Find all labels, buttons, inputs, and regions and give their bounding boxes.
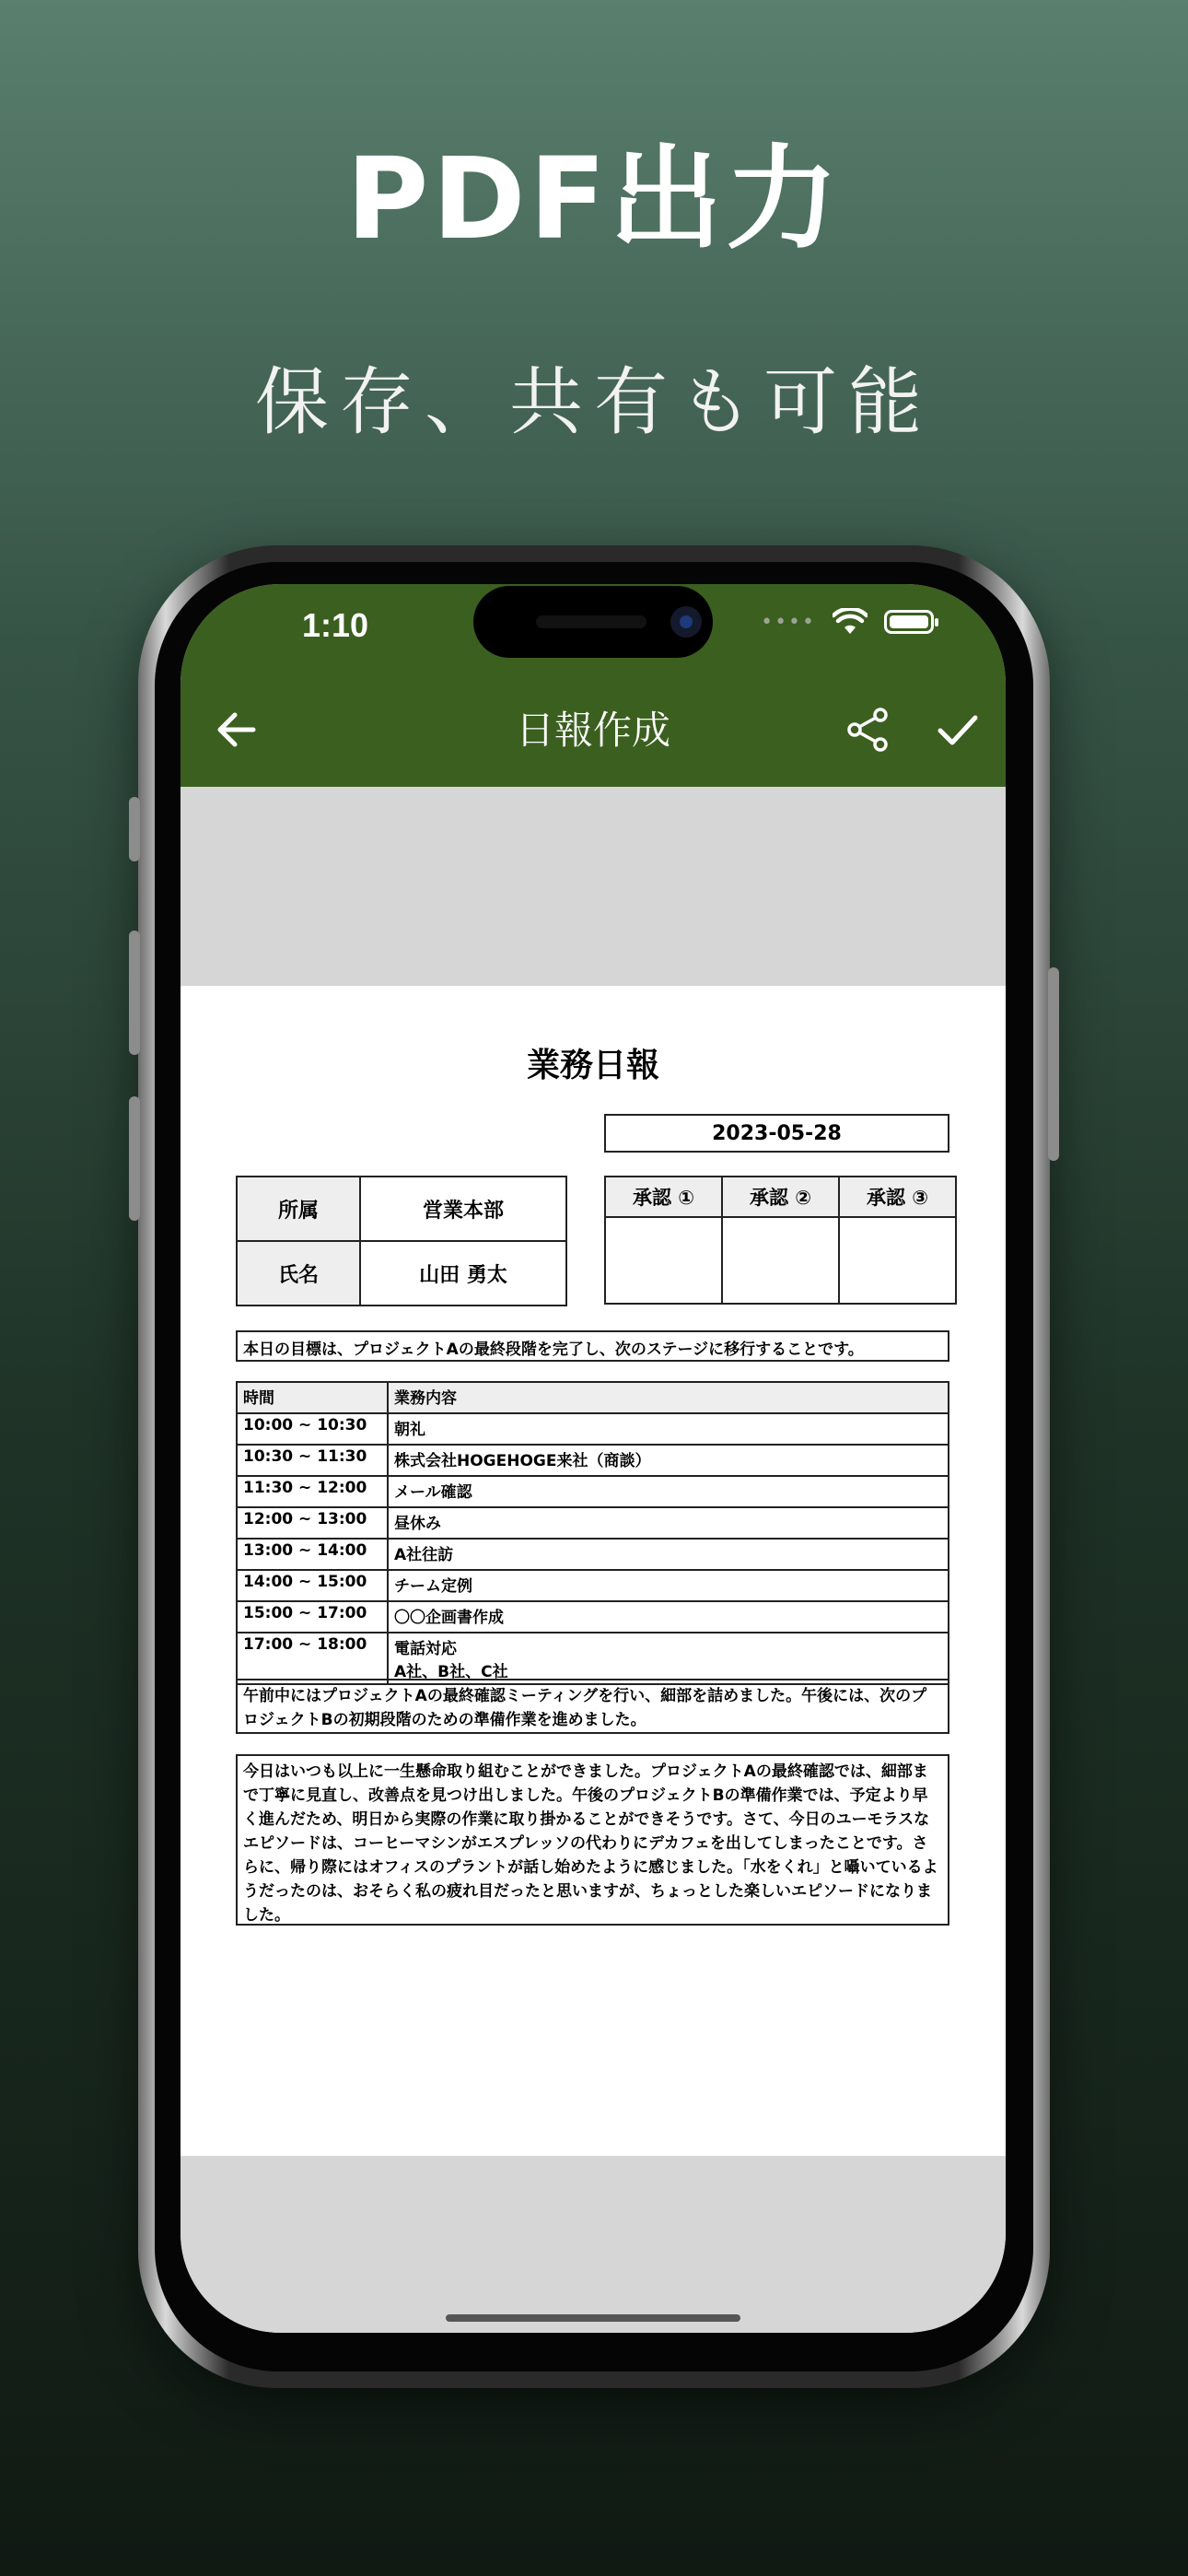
- table-row: [237, 1601, 949, 1633]
- schedule-task-line2: A社、B社、C社: [394, 1663, 508, 1681]
- dept-value: 営業本部: [360, 1177, 566, 1241]
- approval-header: 承認 ②: [722, 1177, 839, 1217]
- schedule-header-task: 業務内容: [388, 1382, 949, 1413]
- signal-icon: ••••: [761, 610, 816, 634]
- home-indicator[interactable]: [446, 2314, 740, 2322]
- schedule-task: 株式会社HOGEHOGE来社（商談）: [388, 1445, 949, 1476]
- approval-stamp-cell: [605, 1217, 722, 1304]
- schedule-time: 12:00 ~ 13:00: [237, 1507, 388, 1539]
- status-icons: [761, 608, 934, 636]
- schedule-task: 〇〇企画書作成: [388, 1601, 949, 1633]
- table-row: [237, 1507, 949, 1539]
- schedule-time: 14:00 ~ 15:00: [237, 1570, 388, 1601]
- schedule-task-line1: 電話対応: [394, 1640, 457, 1658]
- schedule-header-time: 時間: [237, 1382, 388, 1413]
- approval-stamp-cell: [722, 1217, 839, 1304]
- daily-goal: 本日の目標は、プロジェクトAの最終段階を完了し、次のステージに移行することです。: [236, 1330, 949, 1362]
- schedule-table: [236, 1381, 949, 1685]
- schedule-time: 17:00 ~ 18:00: [237, 1633, 388, 1684]
- schedule-time: 11:30 ~ 12:00: [237, 1476, 388, 1507]
- approval-header: 承認 ③: [839, 1177, 956, 1217]
- dept-label: 所属: [237, 1177, 360, 1241]
- schedule-time: 10:00 ~ 10:30: [237, 1413, 388, 1445]
- schedule-task: メール確認: [388, 1476, 949, 1507]
- approval-header: 承認 ①: [605, 1177, 722, 1217]
- name-label: 氏名: [237, 1241, 360, 1306]
- schedule-task: A社往訪: [388, 1539, 949, 1570]
- confirm-button[interactable]: [930, 702, 985, 757]
- schedule-time: 15:00 ~ 17:00: [237, 1601, 388, 1633]
- report-title: 業務日報: [526, 1047, 659, 1084]
- camera-icon: [670, 606, 702, 638]
- table-row: [237, 1633, 949, 1684]
- phone-screen: [181, 584, 1006, 2333]
- status-time: 1:10: [302, 606, 369, 644]
- phone-side-button: [129, 797, 140, 861]
- schedule-task: 昼休み: [388, 1507, 949, 1539]
- schedule-time: 13:00 ~ 14:00: [237, 1539, 388, 1570]
- info-table: [236, 1176, 567, 1306]
- table-row: [237, 1539, 949, 1570]
- battery-icon: [884, 610, 934, 634]
- pdf-viewer-background-bottom: [181, 2156, 1006, 2333]
- reflection-notes: 今日はいつも以上に一生懸命取り組むことができました。プロジェクトAの最終確認では、細部まで丁寧に見直し、改善点を見つけ出しました。午後のプロジェクトBの準備作業では、予定より早く進んだため、明日から実際の作業に取り掛かることができそうです。さて、今日のユーモラスなエピソードは、コーヒーマシンがエスプレッソの代わりにデカフェを出してしまったことです。さらに、帰り際にはオフィスのプラントが話し始めたように感じました。「水をくれ」と囁いているようだったのは、おそらく私の疲れ目だったと思いますが、ちょっとした楽しいエピソードになりました。: [236, 1754, 949, 1926]
- table-row: [237, 1570, 949, 1601]
- approval-table: [604, 1176, 957, 1305]
- phone-volume-up-button: [129, 931, 140, 1055]
- promo-subline: 保存、共有も可能: [255, 359, 933, 445]
- schedule-task: 朝礼: [388, 1413, 949, 1445]
- report-date: 2023-05-28: [604, 1114, 949, 1153]
- dynamic-island: [473, 586, 713, 658]
- phone-volume-down-button: [129, 1096, 140, 1221]
- schedule-time: 10:30 ~ 11:30: [237, 1445, 388, 1476]
- share-icon: [844, 706, 891, 754]
- schedule-task: [388, 1633, 949, 1684]
- promo-headline: PDF出力: [345, 134, 843, 264]
- schedule-task: チーム定例: [388, 1570, 949, 1601]
- table-row: [237, 1413, 949, 1445]
- name-value: 山田 勇太: [360, 1241, 566, 1306]
- approval-stamp-cell: [839, 1217, 956, 1304]
- phone-power-button: [1048, 967, 1059, 1161]
- table-row: [237, 1445, 949, 1476]
- checkmark-icon: [935, 707, 981, 753]
- pdf-viewer-background: [181, 787, 1006, 986]
- table-row: [237, 1476, 949, 1507]
- app-bar: [181, 584, 1006, 787]
- share-button[interactable]: [840, 702, 895, 757]
- screen-title: 日報作成: [515, 708, 670, 753]
- wifi-icon: [833, 608, 868, 636]
- pdf-page[interactable]: [181, 986, 1006, 2156]
- work-summary: 午前中にはプロジェクトAの最終確認ミーティングを行い、細部を詰めました。午後には、次のプロジェクトBの初期段階のための準備作業を進めました。: [236, 1679, 949, 1734]
